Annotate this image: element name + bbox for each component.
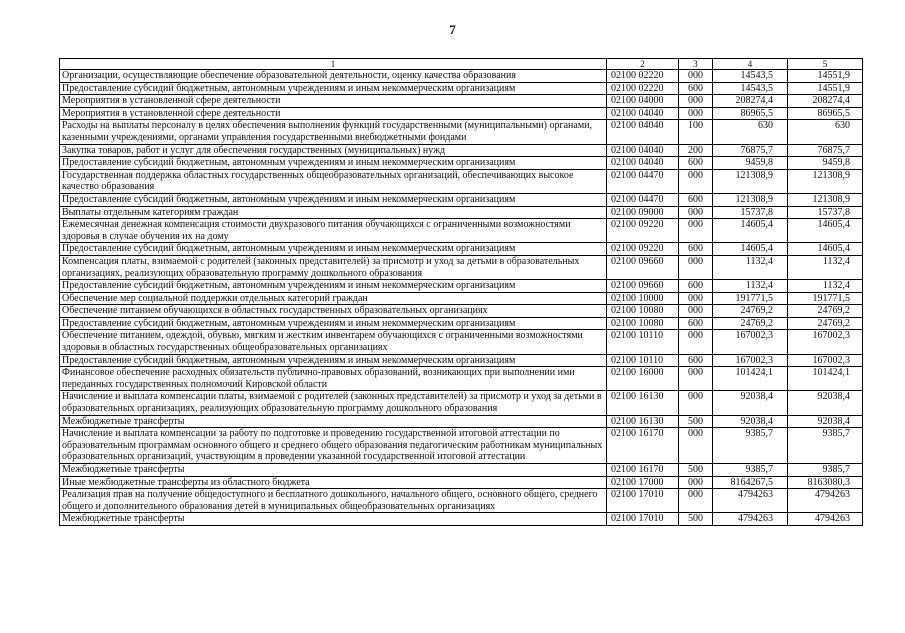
row-amount-year-1: 101424,1 xyxy=(713,367,788,391)
row-amount-year-1: 24769,2 xyxy=(713,317,788,330)
row-description: Начисление и выплата компенсации за работу по подготовке и проведению государственной итоговой аттестации по образовательным программам основного общего и среднего общего образования педагогическим работникам муниципальных образовательных организаций, участвующим в проведении указанной государственной итоговой аттестации xyxy=(60,428,607,464)
row-target-code: 02100 04040 xyxy=(607,120,679,144)
table-row xyxy=(60,428,863,464)
row-target-code: 02100 04040 xyxy=(607,107,679,120)
row-amount-year-2: 86965,5 xyxy=(788,107,863,120)
row-amount-year-1: 92038,4 xyxy=(713,415,788,428)
row-target-code: 02100 09220 xyxy=(607,219,679,243)
row-expense-type: 000 xyxy=(679,107,713,120)
table-row xyxy=(60,476,863,489)
row-target-code: 02100 02220 xyxy=(607,82,679,95)
row-description: Предоставление субсидий бюджетным, автономным учреждениям и иным некоммерческим организациям xyxy=(60,317,607,330)
row-description: Предоставление субсидий бюджетным, автономным учреждениям и иным некоммерческим организациям xyxy=(60,280,607,293)
row-expense-type: 600 xyxy=(679,354,713,367)
row-amount-year-1: 1132,4 xyxy=(713,280,788,293)
table-row xyxy=(60,305,863,318)
row-description: Предоставление субсидий бюджетным, автономным учреждениям и иным некоммерческим организациям xyxy=(60,354,607,367)
table-header-row xyxy=(60,59,863,70)
table-row xyxy=(60,82,863,95)
row-amount-year-1: 14543,5 xyxy=(713,82,788,95)
row-expense-type: 600 xyxy=(679,82,713,95)
table-row xyxy=(60,107,863,120)
row-target-code: 02100 04040 xyxy=(607,157,679,170)
row-amount-year-1: 14605,4 xyxy=(713,219,788,243)
row-amount-year-1: 76875,7 xyxy=(713,144,788,157)
table-row xyxy=(60,464,863,477)
table-row xyxy=(60,120,863,144)
row-target-code: 02100 09000 xyxy=(607,206,679,219)
row-amount-year-1: 14605,4 xyxy=(713,243,788,256)
row-amount-year-2: 208274,4 xyxy=(788,95,863,108)
row-expense-type: 000 xyxy=(679,255,713,279)
row-target-code: 02100 16170 xyxy=(607,464,679,477)
row-description: Организации, осуществляющие обеспечение образовательной деятельности, оценку качества образования xyxy=(60,70,607,83)
row-amount-year-1: 92038,4 xyxy=(713,391,788,415)
row-amount-year-2: 14551,9 xyxy=(788,70,863,83)
row-amount-year-1: 4794263 xyxy=(713,489,788,513)
row-amount-year-1: 15737,8 xyxy=(713,206,788,219)
table-row xyxy=(60,193,863,206)
row-description: Межбюджетные трансферты xyxy=(60,415,607,428)
row-target-code: 02100 10080 xyxy=(607,305,679,318)
row-amount-year-2: 4794263 xyxy=(788,489,863,513)
row-description: Закупка товаров, работ и услуг для обеспечения государственных (муниципальных) нужд xyxy=(60,144,607,157)
table-row xyxy=(60,169,863,193)
row-expense-type: 000 xyxy=(679,428,713,464)
row-amount-year-2: 76875,7 xyxy=(788,144,863,157)
row-amount-year-2: 191771,5 xyxy=(788,292,863,305)
row-amount-year-2: 630 xyxy=(788,120,863,144)
row-expense-type: 000 xyxy=(679,367,713,391)
row-description: Иные межбюджетные трансферты из областного бюджета xyxy=(60,476,607,489)
budget-table xyxy=(59,58,863,526)
row-expense-type: 000 xyxy=(679,476,713,489)
row-target-code: 02100 10080 xyxy=(607,317,679,330)
row-description: Обеспечение мер социальной поддержки отдельных категорий граждан xyxy=(60,292,607,305)
row-expense-type: 600 xyxy=(679,243,713,256)
table-body xyxy=(60,70,863,526)
table-row xyxy=(60,292,863,305)
row-description: Мероприятия в установленной сфере деятельности xyxy=(60,107,607,120)
row-amount-year-2: 167002,3 xyxy=(788,354,863,367)
row-amount-year-1: 121308,9 xyxy=(713,193,788,206)
row-amount-year-1: 24769,2 xyxy=(713,305,788,318)
row-description: Межбюджетные трансферты xyxy=(60,464,607,477)
row-target-code: 02100 17010 xyxy=(607,489,679,513)
row-target-code: 02100 04470 xyxy=(607,169,679,193)
row-amount-year-1: 9385,7 xyxy=(713,428,788,464)
row-amount-year-2: 1132,4 xyxy=(788,255,863,279)
row-description: Реализация прав на получение общедоступного и бесплатного дошкольного, начального общего, основного общего, среднего общего и дополнительного образования детей в муниципальных общеобразовательных организациях xyxy=(60,489,607,513)
row-amount-year-2: 9385,7 xyxy=(788,428,863,464)
row-amount-year-1: 208274,4 xyxy=(713,95,788,108)
column-header: 1 xyxy=(60,59,607,70)
row-amount-year-1: 167002,3 xyxy=(713,330,788,354)
row-target-code: 02100 09660 xyxy=(607,280,679,293)
row-amount-year-1: 167002,3 xyxy=(713,354,788,367)
table-row xyxy=(60,330,863,354)
row-description: Мероприятия в установленной сфере деятельности xyxy=(60,95,607,108)
row-expense-type: 000 xyxy=(679,206,713,219)
row-amount-year-1: 9459,8 xyxy=(713,157,788,170)
row-amount-year-2: 121308,9 xyxy=(788,193,863,206)
table-row xyxy=(60,415,863,428)
row-expense-type: 000 xyxy=(679,169,713,193)
row-expense-type: 000 xyxy=(679,292,713,305)
row-description: Выплаты отдельным категориям граждан xyxy=(60,206,607,219)
table-row xyxy=(60,317,863,330)
table-row xyxy=(60,489,863,513)
row-expense-type: 000 xyxy=(679,305,713,318)
row-target-code: 02100 17010 xyxy=(607,513,679,526)
row-description: Предоставление субсидий бюджетным, автономным учреждениям и иным некоммерческим организациям xyxy=(60,193,607,206)
table-row xyxy=(60,219,863,243)
table-row xyxy=(60,95,863,108)
row-expense-type: 200 xyxy=(679,144,713,157)
row-amount-year-2: 14605,4 xyxy=(788,243,863,256)
page-number: 7 xyxy=(449,22,456,37)
row-description: Предоставление субсидий бюджетным, автономным учреждениям и иным некоммерческим организациям xyxy=(60,243,607,256)
table-row xyxy=(60,367,863,391)
row-expense-type: 500 xyxy=(679,415,713,428)
table-row xyxy=(60,157,863,170)
row-target-code: 02100 04000 xyxy=(607,95,679,108)
row-amount-year-1: 86965,5 xyxy=(713,107,788,120)
row-description: Ежемесячная денежная компенсация стоимости двухразового питания обучающихся с ограниченными возможностями здоровья в случае обучения их на дому xyxy=(60,219,607,243)
row-description: Государственная поддержка областных государственных общеобразовательных организаций, обеспечивающих высокое качество образования xyxy=(60,169,607,193)
row-expense-type: 000 xyxy=(679,70,713,83)
table-row xyxy=(60,354,863,367)
row-description: Расходы на выплаты персоналу в целях обеспечения выполнения функций государственными (муниципальными) органами, казенными учреждениями, органами управления государственными внебюджетными фондами xyxy=(60,120,607,144)
row-expense-type: 600 xyxy=(679,157,713,170)
row-target-code: 02100 09220 xyxy=(607,243,679,256)
row-amount-year-2: 167002,3 xyxy=(788,330,863,354)
row-target-code: 02100 02220 xyxy=(607,70,679,83)
row-expense-type: 100 xyxy=(679,120,713,144)
row-description: Обеспечение питанием обучающихся в областных государственных образовательных организациях xyxy=(60,305,607,318)
row-expense-type: 600 xyxy=(679,193,713,206)
row-expense-type: 500 xyxy=(679,513,713,526)
row-amount-year-2: 9459,8 xyxy=(788,157,863,170)
row-amount-year-2: 8163080,3 xyxy=(788,476,863,489)
row-amount-year-1: 8164267,5 xyxy=(713,476,788,489)
column-header: 5 xyxy=(788,59,863,70)
row-amount-year-1: 9385,7 xyxy=(713,464,788,477)
row-amount-year-1: 121308,9 xyxy=(713,169,788,193)
row-expense-type: 000 xyxy=(679,330,713,354)
row-amount-year-2: 1132,4 xyxy=(788,280,863,293)
row-amount-year-2: 9385,7 xyxy=(788,464,863,477)
row-target-code: 02100 16130 xyxy=(607,391,679,415)
row-expense-type: 000 xyxy=(679,391,713,415)
row-amount-year-2: 14605,4 xyxy=(788,219,863,243)
row-amount-year-1: 1132,4 xyxy=(713,255,788,279)
row-description: Обеспечение питанием, одеждой, обувью, мягким и жестким инвентарем обучающихся с ограниченными возможностями здоровья в областных государственных общеобразовательных организациях xyxy=(60,330,607,354)
row-expense-type: 600 xyxy=(679,317,713,330)
table-row xyxy=(60,513,863,526)
column-header: 2 xyxy=(607,59,679,70)
row-description: Компенсация платы, взимаемой с родителей (законных представителей) за присмотр и уход за детьми в образовательных организациях, реализующих образовательную программу дошкольного образования xyxy=(60,255,607,279)
table-row xyxy=(60,144,863,157)
row-amount-year-2: 101424,1 xyxy=(788,367,863,391)
row-amount-year-2: 121308,9 xyxy=(788,169,863,193)
row-expense-type: 000 xyxy=(679,219,713,243)
table-row xyxy=(60,255,863,279)
row-amount-year-2: 4794263 xyxy=(788,513,863,526)
row-description: Начисление и выплата компенсации платы, взимаемой с родителей (законных представителей) за присмотр и уход за детьми в образовательных организациях, реализующих образовательную программу дошкольного образования xyxy=(60,391,607,415)
row-amount-year-2: 92038,4 xyxy=(788,415,863,428)
row-amount-year-2: 15737,8 xyxy=(788,206,863,219)
row-amount-year-1: 191771,5 xyxy=(713,292,788,305)
row-amount-year-1: 630 xyxy=(713,120,788,144)
row-target-code: 02100 09660 xyxy=(607,255,679,279)
row-expense-type: 600 xyxy=(679,280,713,293)
row-amount-year-2: 92038,4 xyxy=(788,391,863,415)
row-expense-type: 500 xyxy=(679,464,713,477)
row-amount-year-1: 4794263 xyxy=(713,513,788,526)
row-description: Предоставление субсидий бюджетным, автономным учреждениям и иным некоммерческим организациям xyxy=(60,82,607,95)
row-amount-year-2: 14551,9 xyxy=(788,82,863,95)
row-target-code: 02100 04470 xyxy=(607,193,679,206)
row-description: Межбюджетные трансферты xyxy=(60,513,607,526)
row-description: Финансовое обеспечение расходных обязательств публично-правовых образований, возникающих при выполнении ими переданных государственных полномочий Кировской области xyxy=(60,367,607,391)
row-target-code: 02100 16130 xyxy=(607,415,679,428)
table-row xyxy=(60,391,863,415)
row-target-code: 02100 16170 xyxy=(607,428,679,464)
row-expense-type: 000 xyxy=(679,489,713,513)
row-amount-year-2: 24769,2 xyxy=(788,305,863,318)
row-expense-type: 000 xyxy=(679,95,713,108)
table-row xyxy=(60,206,863,219)
row-target-code: 02100 04040 xyxy=(607,144,679,157)
row-target-code: 02100 10110 xyxy=(607,354,679,367)
column-header: 3 xyxy=(679,59,713,70)
table-row xyxy=(60,243,863,256)
row-target-code: 02100 16000 xyxy=(607,367,679,391)
column-header: 4 xyxy=(713,59,788,70)
row-target-code: 02100 10000 xyxy=(607,292,679,305)
row-description: Предоставление субсидий бюджетным, автономным учреждениям и иным некоммерческим организациям xyxy=(60,157,607,170)
table-row xyxy=(60,280,863,293)
row-target-code: 02100 10110 xyxy=(607,330,679,354)
row-target-code: 02100 17000 xyxy=(607,476,679,489)
row-amount-year-2: 24769,2 xyxy=(788,317,863,330)
table-row xyxy=(60,70,863,83)
row-amount-year-1: 14543,5 xyxy=(713,70,788,83)
